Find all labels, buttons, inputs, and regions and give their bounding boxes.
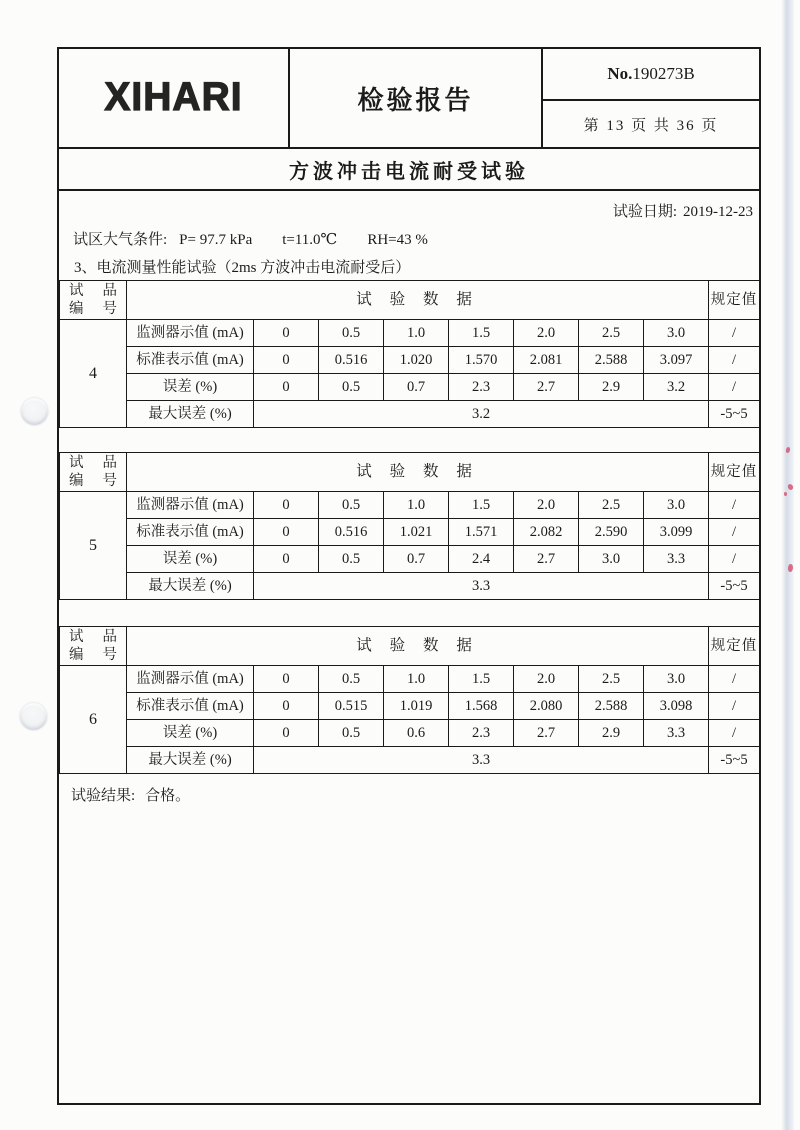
data-value: 2.588: [579, 347, 644, 374]
row-label: 最大误差 (%): [127, 747, 254, 774]
specified-value: /: [709, 693, 760, 720]
data-value: 3.0: [644, 492, 709, 519]
logo-cell: [59, 49, 290, 147]
data-value: 3.0: [644, 666, 709, 693]
data-value: 1.5: [449, 492, 514, 519]
data-value: 3.097: [644, 347, 709, 374]
data-value: 3.0: [644, 320, 709, 347]
specimen-no-header-line: [69, 472, 117, 490]
document-frame: [57, 47, 761, 1105]
document-title: 方波冲击电流耐受试验: [59, 149, 759, 191]
data-value: 2.0: [514, 492, 579, 519]
red-ink-speck: [784, 492, 787, 496]
test-date-label: 试验日期:: [612, 204, 677, 220]
data-value: 2.9: [579, 374, 644, 401]
max-error-value: 3.2: [254, 401, 709, 428]
data-value: 0: [254, 519, 319, 546]
specimen-no-header-line: [69, 646, 117, 664]
punch-hole-bottom: [20, 703, 47, 730]
data-value: 0.516: [319, 519, 384, 546]
specified-value: /: [709, 666, 760, 693]
specified-value: /: [709, 374, 760, 401]
report-header-right: [543, 49, 759, 147]
report-number: [543, 49, 759, 101]
pressure-value: P= 97.7 kPa: [179, 232, 253, 248]
data-value: 2.588: [579, 693, 644, 720]
atmosphere-label: 试区大气条件:: [73, 232, 168, 248]
data-value: 0.5: [319, 492, 384, 519]
row-label: 误差 (%): [127, 546, 254, 573]
specimen-number: 6: [60, 666, 127, 774]
data-value: 2.5: [579, 492, 644, 519]
data-value: 2.5: [579, 320, 644, 347]
data-value: 2.3: [449, 374, 514, 401]
specimen-no-header-char: 品: [102, 455, 117, 471]
test-date-line: [613, 200, 753, 221]
data-value: 0: [254, 546, 319, 573]
data-value: 1.0: [384, 666, 449, 693]
row-label: 监测器示值 (mA): [127, 666, 254, 693]
xihari-logo: XIHARI: [104, 75, 243, 120]
data-value: 2.7: [514, 374, 579, 401]
data-value: 3.098: [644, 693, 709, 720]
data-value: 1.0: [384, 320, 449, 347]
specimen-no-header-char: 号: [102, 647, 117, 664]
specified-value-header: 规定值: [709, 453, 760, 492]
data-value: 3.099: [644, 519, 709, 546]
test-data-table: [59, 452, 760, 600]
max-error-specified: -5~5: [709, 747, 760, 774]
data-value: 2.9: [579, 720, 644, 747]
specimen-no-header-line: [69, 282, 117, 300]
test-data-header: 试 验 数 据: [127, 281, 709, 320]
data-value: 2.081: [514, 347, 579, 374]
data-value: 2.0: [514, 666, 579, 693]
specimen-no-header: [60, 453, 127, 492]
data-value: 0.5: [319, 320, 384, 347]
data-value: 0: [254, 720, 319, 747]
data-value: 0: [254, 374, 319, 401]
report-number-prefix: No.: [607, 64, 633, 83]
data-value: 2.080: [514, 693, 579, 720]
section-heading: 3、电流测量性能试验（2ms 方波冲击电流耐受后）: [74, 260, 411, 276]
row-label: 监测器示值 (mA): [127, 320, 254, 347]
row-label: 监测器示值 (mA): [127, 492, 254, 519]
max-error-value: 3.3: [254, 747, 709, 774]
data-value: 0.7: [384, 374, 449, 401]
temperature-value: t=11.0℃: [282, 232, 338, 248]
test-result-value: 合格。: [145, 788, 191, 804]
data-value: 2.590: [579, 519, 644, 546]
specimen-no-header-char: 编: [69, 473, 84, 490]
test-date-value: 2019-12-23: [683, 204, 753, 220]
row-label: 标准表示值 (mA): [127, 519, 254, 546]
specimen-no-header-line: [69, 454, 117, 472]
specimen-no-header-line: [69, 300, 117, 318]
data-value: 1.019: [384, 693, 449, 720]
data-value: 0: [254, 320, 319, 347]
max-error-specified: -5~5: [709, 573, 760, 600]
specimen-no-header-char: 试: [69, 629, 84, 645]
data-value: 0.5: [319, 720, 384, 747]
data-value: 3.0: [579, 546, 644, 573]
data-value: 2.0: [514, 320, 579, 347]
data-value: 1.020: [384, 347, 449, 374]
data-value: 2.7: [514, 720, 579, 747]
test-data-table: [59, 280, 760, 428]
data-value: 1.5: [449, 320, 514, 347]
specified-value: /: [709, 720, 760, 747]
data-value: 0: [254, 492, 319, 519]
test-data-header: 试 验 数 据: [127, 627, 709, 666]
data-value: 0.515: [319, 693, 384, 720]
page-indicator: 第 13 页 共 36 页: [583, 117, 719, 134]
specimen-number: 5: [60, 492, 127, 600]
specified-value: /: [709, 492, 760, 519]
specimen-number: 4: [60, 320, 127, 428]
max-error-value: 3.3: [254, 573, 709, 600]
row-label: 误差 (%): [127, 374, 254, 401]
atmosphere-conditions: [73, 228, 458, 249]
specimen-no-header-char: 品: [102, 283, 117, 299]
humidity-value: RH=43 %: [367, 232, 428, 248]
report-title: 检验报告: [290, 49, 543, 147]
data-value: 1.568: [449, 693, 514, 720]
data-value: 2.3: [449, 720, 514, 747]
row-label: 最大误差 (%): [127, 401, 254, 428]
test-result-label: 试验结果:: [71, 788, 136, 804]
punch-hole-top: [21, 398, 48, 425]
data-value: 0.7: [384, 546, 449, 573]
data-value: 3.3: [644, 546, 709, 573]
data-value: 1.021: [384, 519, 449, 546]
specified-value: /: [709, 546, 760, 573]
specimen-no-header: [60, 281, 127, 320]
test-data-table: [59, 626, 760, 774]
data-value: 2.7: [514, 546, 579, 573]
data-value: 2.082: [514, 519, 579, 546]
data-value: 1.571: [449, 519, 514, 546]
specimen-no-header: [60, 627, 127, 666]
data-value: 3.3: [644, 720, 709, 747]
specimen-no-header-char: 试: [69, 455, 84, 471]
data-value: 0.5: [319, 546, 384, 573]
test-result-line: [71, 784, 190, 805]
row-label: 标准表示值 (mA): [127, 347, 254, 374]
data-value: 0: [254, 347, 319, 374]
specified-value: /: [709, 347, 760, 374]
data-value: 0.6: [384, 720, 449, 747]
test-data-header: 试 验 数 据: [127, 453, 709, 492]
specimen-no-header-char: 编: [69, 647, 84, 664]
data-value: 3.2: [644, 374, 709, 401]
row-label: 标准表示值 (mA): [127, 693, 254, 720]
data-value: 0.5: [319, 374, 384, 401]
data-value: 0: [254, 666, 319, 693]
row-label: 误差 (%): [127, 720, 254, 747]
data-value: 1.5: [449, 666, 514, 693]
report-number-value: 190273B: [632, 64, 695, 83]
row-label: 最大误差 (%): [127, 573, 254, 600]
data-value: 1.0: [384, 492, 449, 519]
specimen-no-header-char: 编: [69, 301, 84, 318]
max-error-specified: -5~5: [709, 401, 760, 428]
data-value: 0.5: [319, 666, 384, 693]
data-value: 0: [254, 693, 319, 720]
data-value: 1.570: [449, 347, 514, 374]
specimen-no-header-line: [69, 628, 117, 646]
data-value: 2.4: [449, 546, 514, 573]
specified-value-header: 规定值: [709, 281, 760, 320]
data-value: 2.5: [579, 666, 644, 693]
report-header: [59, 49, 759, 149]
specimen-no-header-char: 号: [102, 473, 117, 490]
data-value: 0.516: [319, 347, 384, 374]
specified-value: /: [709, 519, 760, 546]
specimen-no-header-char: 试: [69, 283, 84, 299]
specified-value-header: 规定值: [709, 627, 760, 666]
specimen-no-header-char: 号: [102, 301, 117, 318]
specified-value: /: [709, 320, 760, 347]
specimen-no-header-char: 品: [102, 629, 117, 645]
